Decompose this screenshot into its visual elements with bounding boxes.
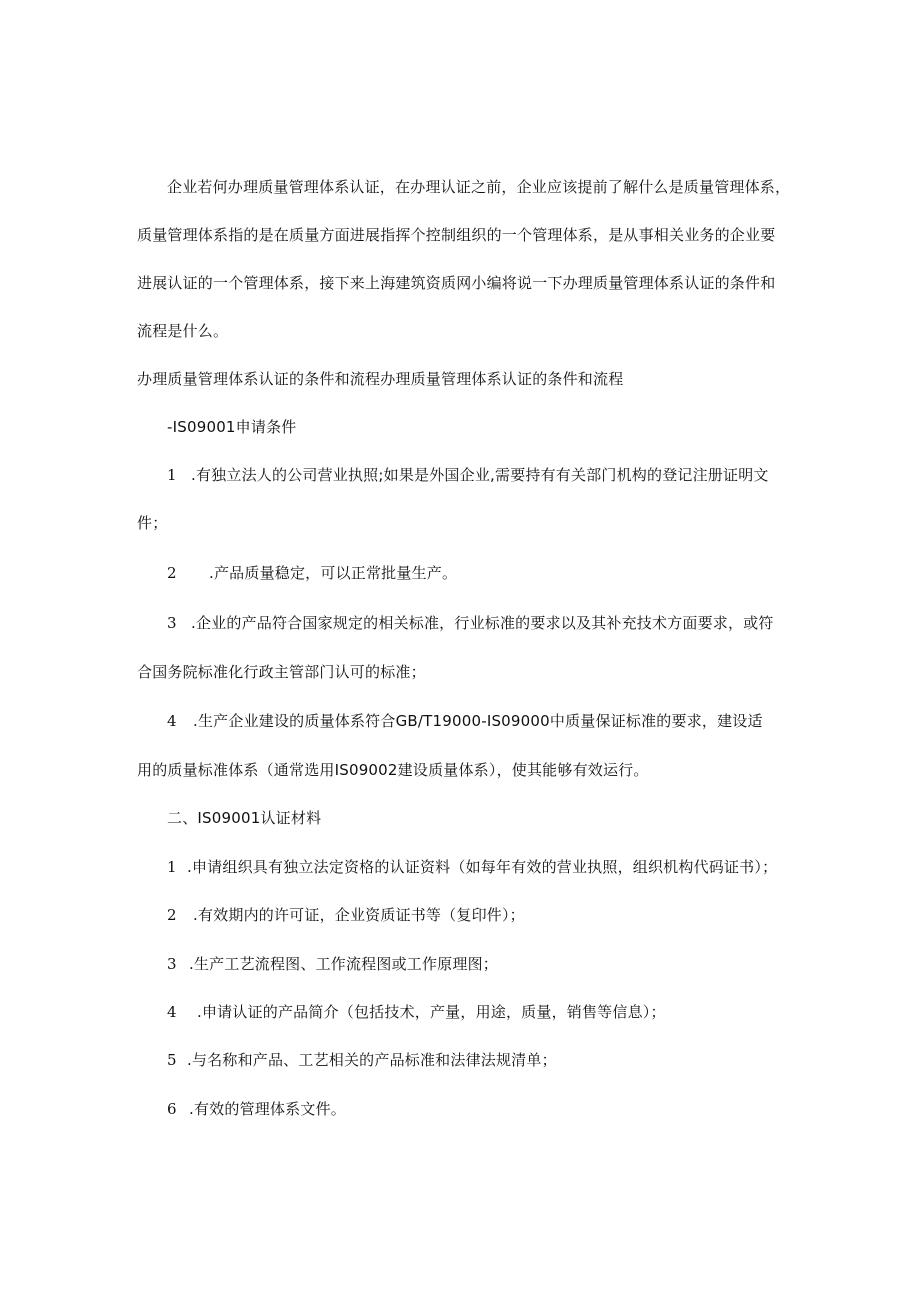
- item-number: 1: [167, 858, 177, 876]
- condition-item-3: [167, 613, 827, 633]
- item-number: 6: [167, 1100, 177, 1118]
- intro-paragraph-line-4: 流程是什么。: [137, 322, 229, 340]
- condition-item-2: [167, 563, 827, 583]
- material-item-4: [167, 1002, 827, 1022]
- material-item-5: [167, 1050, 827, 1070]
- condition-item-4: [167, 711, 827, 731]
- item-number: 1: [167, 466, 177, 484]
- intro-paragraph-line-2: 质量管理体系指的是在质量方面进展指挥个控制组织的一个管理体系，是从事相关业务的企业要: [137, 226, 776, 244]
- item-text: .与名称和产品、工艺相关的产品标准和法律法规清单；: [187, 1051, 557, 1069]
- material-item-3: [167, 954, 827, 974]
- condition-item-1-continuation: 件；: [137, 514, 168, 532]
- material-item-2: [167, 905, 827, 925]
- material-item-1: [167, 857, 827, 877]
- condition-item-3-continuation: 合国务院标准化行政主管部门认可的标准；: [137, 663, 426, 681]
- item-number: 4: [167, 712, 177, 730]
- item-text: .生产企业建设的质量体系符合GB/T19000-IS09000中质量保证标准的要求，建设适: [193, 712, 763, 730]
- item-text: .申请认证的产品简介（包括技术，产量，用途，质量，销售等信息）；: [197, 1003, 666, 1021]
- item-text: .企业的产品符合国家规定的相关标准，行业标准的要求以及其补充技术方面要求，或符: [191, 614, 774, 632]
- item-number: 5: [167, 1051, 177, 1069]
- section-2-title: 二、IS09001认证材料: [167, 809, 322, 827]
- section-1-title: -IS09001申请条件: [167, 418, 297, 436]
- item-number: 2: [167, 906, 177, 924]
- item-text: .产品质量稳定，可以正常批量生产。: [209, 564, 458, 582]
- item-text: .有效期内的许可证，企业资质证书等（复印件）；: [193, 906, 525, 924]
- page-heading: 办理质量管理体系认证的条件和流程办理质量管理体系认证的条件和流程: [137, 370, 624, 388]
- intro-paragraph-line-1: 企业若何办理质量管理体系认证，在办理认证之前，企业应该提前了解什么是质量管理体系，: [167, 178, 791, 196]
- item-number: 4: [167, 1003, 177, 1021]
- item-number: 3: [167, 955, 177, 973]
- item-text: .有独立法人的公司营业执照;如果是外国企业,需要持有有关部门机构的登记注册证明文: [191, 466, 769, 484]
- item-text: .生产工艺流程图、工作流程图或工作原理图；: [189, 955, 498, 973]
- item-number: 3: [167, 614, 177, 632]
- material-item-6: [167, 1099, 827, 1119]
- condition-item-1: [167, 465, 827, 485]
- condition-item-4-continuation: 用的质量标准体系（通常选用IS09002建设质量体系），使其能够有效运行。: [137, 761, 649, 779]
- item-text: .有效的管理体系文件。: [189, 1100, 346, 1118]
- intro-paragraph-line-3: 进展认证的一个管理体系，接下来上海建筑资质网小编将说一下办理质量管理体系认证的条件和: [137, 274, 776, 292]
- item-number: 2: [167, 564, 177, 582]
- item-text: .申请组织具有独立法定资格的认证资料（如每年有效的营业执照，组织机构代码证书）；: [187, 858, 778, 876]
